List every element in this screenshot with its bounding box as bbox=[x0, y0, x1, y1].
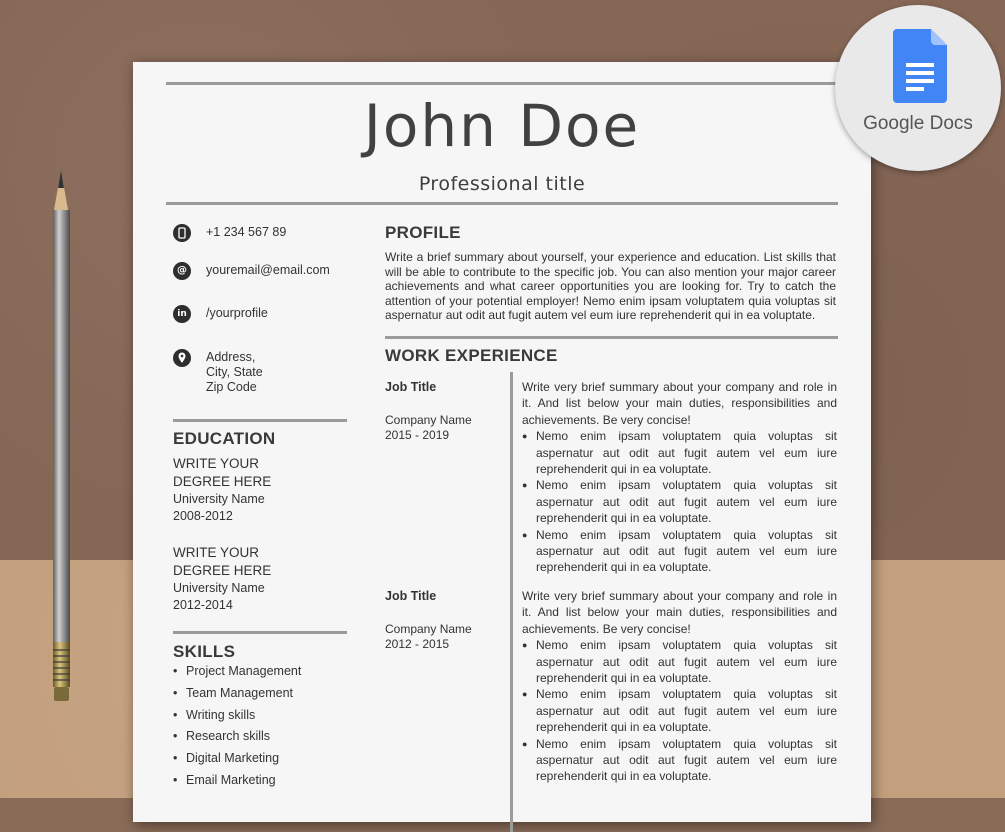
education-degree bbox=[173, 455, 271, 491]
job-description bbox=[522, 588, 837, 785]
job-summary: Write very brief summary about your company and role in it. And list below your main duties, responsibilities and achievements. Be very concise! bbox=[522, 589, 837, 636]
timeline-divider bbox=[510, 372, 513, 832]
section-divider bbox=[385, 336, 838, 339]
skills-heading: SKILLS bbox=[173, 642, 236, 661]
education-years: 2012-2014 bbox=[173, 598, 233, 612]
job-summary: Write very brief summary about your company and role in it. And list below your main duties, responsibilities and achievements. Be very concise! bbox=[522, 380, 837, 427]
duty-item: ● Nemo enim ipsam voluptatem quia voluptas sit aspernatur aut odit aut fugit autem vel eum iure reprehenderit qui in ea voluptate. bbox=[522, 736, 837, 785]
job-years: 2015 - 2019 bbox=[385, 427, 450, 442]
skill-item: • Project Management bbox=[173, 664, 301, 686]
profile-summary: Write a brief summary about yourself, your experience and education. List skills that will be able to contribute to the specific job. You can also mention your major career achievements and what career opportunities you are looking for. Try to catch the attention of your potential employer! Nemo enim ipsam voluptatem quia voluptas sit aspernatur aut odit aut fugit autem vel eum iure reprehenderit qui in ea voluptate. bbox=[385, 250, 836, 323]
university-name: University Name bbox=[173, 581, 265, 595]
profile-heading: PROFILE bbox=[385, 223, 461, 242]
education-university bbox=[173, 491, 265, 525]
education-heading: EDUCATION bbox=[173, 429, 276, 448]
job-company bbox=[385, 413, 472, 442]
google-docs-badge bbox=[835, 5, 1001, 171]
phone-icon bbox=[173, 224, 191, 242]
degree-line: DEGREE HERE bbox=[173, 563, 272, 578]
education-university bbox=[173, 580, 265, 614]
duty-item: ● Nemo enim ipsam voluptatem quia voluptas sit aspernatur aut odit aut fugit autem vel eum iure reprehenderit qui in ea voluptate. bbox=[522, 428, 837, 477]
skills-list bbox=[173, 664, 301, 795]
work-experience-heading: WORK EXPERIENCE bbox=[385, 346, 558, 365]
degree-line: DEGREE HERE bbox=[173, 474, 272, 489]
professional-title: Professional title bbox=[418, 173, 586, 195]
duty-item: ● Nemo enim ipsam voluptatem quia voluptas sit aspernatur aut odit aut fugit autem vel eum iure reprehenderit qui in ea voluptate. bbox=[522, 477, 837, 526]
resume-page bbox=[133, 62, 871, 822]
university-name: University Name bbox=[173, 492, 265, 506]
duty-item: ● Nemo enim ipsam voluptatem quia voluptas sit aspernatur aut odit aut fugit autem vel eum iure reprehenderit qui in ea voluptate. bbox=[522, 527, 837, 576]
company-name: Company Name bbox=[385, 622, 472, 636]
email-text: youremail@email.com bbox=[206, 263, 330, 277]
location-pin-icon bbox=[173, 349, 191, 367]
address-line: Address, bbox=[206, 350, 256, 364]
job-years: 2012 - 2015 bbox=[385, 636, 450, 651]
address-line: Zip Code bbox=[206, 380, 257, 394]
section-divider bbox=[173, 631, 347, 634]
job-title: Job Title bbox=[385, 380, 437, 394]
job-company bbox=[385, 622, 472, 651]
skill-item: • Research skills bbox=[173, 729, 301, 751]
skill-item: • Digital Marketing bbox=[173, 751, 301, 773]
pencil-icon bbox=[49, 170, 75, 705]
email-icon: @ bbox=[173, 262, 191, 280]
skill-item: • Writing skills bbox=[173, 708, 301, 730]
header-divider bbox=[166, 202, 838, 205]
header-divider bbox=[166, 82, 838, 85]
job-description bbox=[522, 379, 837, 576]
degree-line: WRITE YOUR bbox=[173, 456, 260, 471]
job-title: Job Title bbox=[385, 589, 437, 603]
skill-item: • Email Marketing bbox=[173, 773, 301, 795]
job-duties-list bbox=[522, 428, 837, 576]
address-line: City, State bbox=[206, 365, 263, 379]
address-text bbox=[206, 350, 263, 395]
google-docs-icon bbox=[893, 29, 947, 103]
duty-item: ● Nemo enim ipsam voluptatem quia voluptas sit aspernatur aut odit aut fugit autem vel eum iure reprehenderit qui in ea voluptate. bbox=[522, 686, 837, 735]
google-docs-label: Google Docs bbox=[863, 113, 973, 134]
job-duties-list bbox=[522, 637, 837, 785]
phone-text: +1 234 567 89 bbox=[206, 225, 287, 239]
skill-item: • Team Management bbox=[173, 686, 301, 708]
linkedin-text: /yourprofile bbox=[206, 306, 268, 320]
company-name: Company Name bbox=[385, 413, 472, 427]
section-divider bbox=[173, 419, 347, 422]
education-degree bbox=[173, 544, 271, 580]
resume-name: John Doe bbox=[363, 92, 641, 160]
linkedin-icon: in bbox=[173, 305, 191, 323]
duty-item: ● Nemo enim ipsam voluptatem quia voluptas sit aspernatur aut odit aut fugit autem vel eum iure reprehenderit qui in ea voluptate. bbox=[522, 637, 837, 686]
degree-line: WRITE YOUR bbox=[173, 545, 260, 560]
education-years: 2008-2012 bbox=[173, 509, 233, 523]
